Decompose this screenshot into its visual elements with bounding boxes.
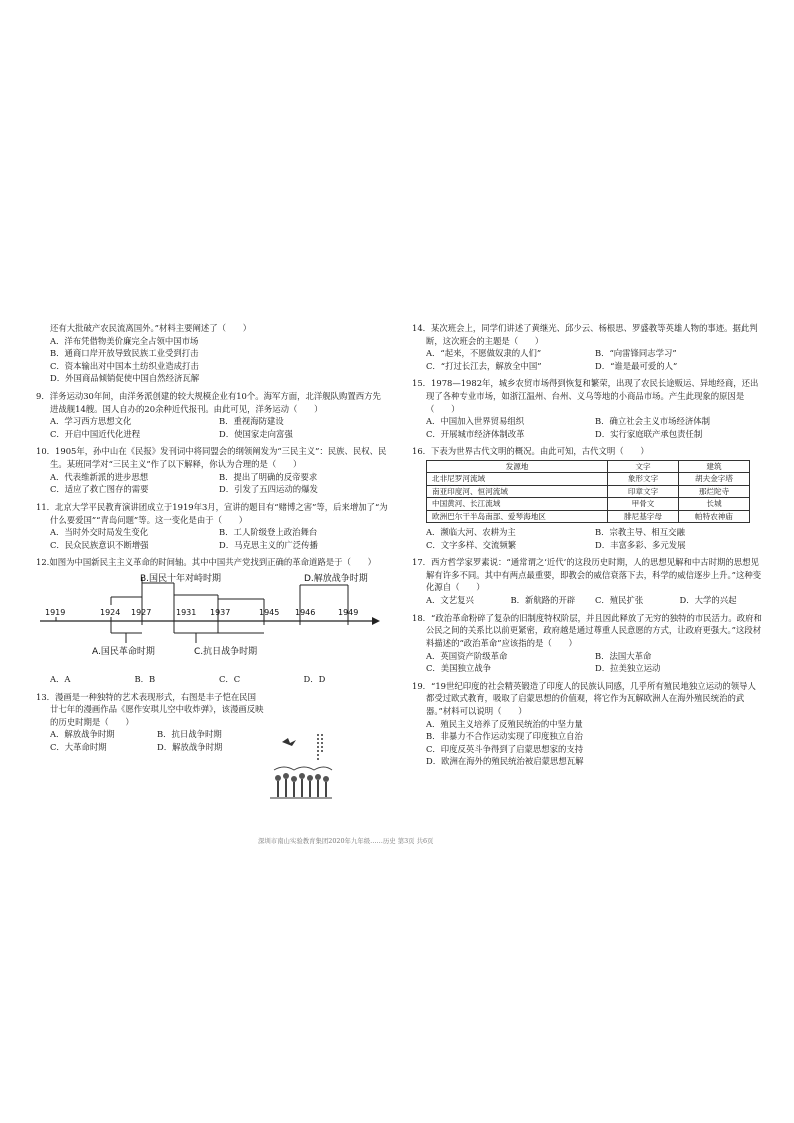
option-c: C．文字多样、交流频繁 [426, 539, 517, 550]
option-d: D．“谁是最可爱的人” [595, 360, 678, 371]
timeline-label-c: C.抗日战争时期 [194, 646, 258, 657]
timeline-label-b: B.国民十年对峙时期 [140, 573, 222, 584]
options [412, 718, 764, 768]
options [36, 471, 388, 496]
table-cell: 那烂陀寺 [679, 485, 750, 497]
question-stem: 13．漫画是一种独特的艺术表现形式，右图是丰子恺在民国廿七年的漫画作品《愿作安琪儿空中收炸弹》，该漫画反映的历史时期是（ ） [36, 691, 264, 727]
options [36, 728, 264, 753]
table-cell: 甲骨文 [608, 498, 679, 510]
option-d: D．解放战争时期 [157, 742, 223, 753]
table-header-cell: 文字 [608, 461, 679, 473]
option-b: B．新航路的开辟 [510, 595, 576, 606]
timeline-label-d: D.解放战争时期 [304, 573, 368, 584]
option-d: D．马克思主义的广泛传播 [219, 539, 318, 550]
option-b: B．通商口岸开放导致民族工业受到打击 [50, 348, 199, 359]
option-a: A．文艺复兴 [426, 595, 474, 606]
question-8-tail [36, 322, 388, 385]
year-1937: 1937 [210, 607, 231, 617]
question-14 [412, 322, 764, 372]
year-1924: 1924 [100, 607, 121, 617]
options [36, 335, 388, 385]
question-stem: 还有大批破产农民流离国外。”材料主要阐述了（ ） [50, 323, 252, 333]
option-d: D．引发了五四运动的爆发 [219, 484, 318, 495]
option-a: A．解放战争时期 [50, 729, 115, 740]
table-cell: 长城 [679, 498, 750, 510]
option-a: A．濒临大河、农耕为主 [426, 527, 516, 538]
year-1931: 1931 [176, 607, 197, 617]
question-stem: 18．“政治革命粉碎了复杂的旧制度特权阶层，并且因此释放了无穷的独特的市民活力。政府和公民之间的关系比以前更紧密，政府越是通过尊重人民意愿的方式，让政府更强大。”这段材料描述的“政治革命”应该指的是（ ） [412, 612, 762, 648]
question-stem: 9．洋务运动30年间，由洋务派创建的较大规模企业有10个。海军方面，北洋舰队购置西方先进战舰14艘。国人自办的20余种近代报刊。由此可见，洋务运动（ ） [36, 391, 381, 414]
option-c: C．殖民扩张 [595, 595, 644, 606]
option-d: D．实行家庭联产承包责任制 [595, 428, 703, 439]
option-a: A．“起来，不愿做奴隶的人们” [426, 348, 542, 359]
option-c: C．“打过长江去，解放全中国” [426, 360, 542, 371]
options [412, 526, 764, 551]
timeline-label-a: A.国民革命时期 [92, 646, 155, 657]
question-stem: 12.如图为中国新民主主义革命的时间轴。其中中国共产党找到正确的革命道路是于（ ） [36, 557, 376, 568]
option-a: A．洋布凭借物美价廉完全占领中国市场 [50, 335, 199, 346]
option-b: B．宗教主导、相互交融 [595, 527, 685, 538]
option-a: A．中国加入世界贸易组织 [426, 416, 525, 427]
table-cell: 印章文字 [608, 485, 679, 497]
option-d: D．外国商品倾销促使中国自然经济瓦解 [50, 373, 200, 384]
cartoon-illustration [264, 730, 338, 804]
option-c: C．美国独立战争 [426, 663, 492, 674]
option-c: C．C [219, 673, 241, 684]
options [36, 673, 388, 686]
year-1927: 1927 [131, 607, 152, 617]
question-10 [36, 445, 388, 495]
options [412, 415, 764, 440]
option-b: B．抗日战争时期 [157, 729, 222, 740]
left-column [36, 322, 388, 759]
option-d: D．大学的兴起 [679, 595, 737, 606]
question-11 [36, 501, 388, 551]
option-b: B．“向雷锋同志学习” [595, 348, 677, 359]
table-cell: 中国黄河、长江流域 [427, 498, 608, 510]
table-row [427, 485, 750, 497]
question-stem: 15．1978—1982年，城乡农贸市场得到恢复和繁荣，出现了农民长途贩运、异地经商，还出现了各种专业市场，如浙江温州、台州、义乌等地的小商品市场。产生此现象的原因是（ ） [412, 378, 759, 414]
option-d: D．拉美独立运动 [595, 663, 661, 674]
option-b: B．法国大革命 [595, 650, 652, 661]
option-c: C．开启中国近代化进程 [50, 428, 141, 439]
question-stem: 17．西方哲学家罗素说：“通常谓之‘近代’的这段历史时期，人的思想见解和中古时期的思想见解有许多不同。其中有两点最重要，即教会的威信衰落下去，科学的威信逐步上升。”这种变化源自（ ） [412, 557, 762, 593]
option-b: B．B [134, 673, 156, 684]
timeline-figure [36, 571, 388, 669]
option-b: B．非暴力不合作运动实现了印度独立自治 [426, 731, 583, 742]
question-19 [412, 680, 764, 768]
table-header-cell: 发源地 [427, 461, 608, 473]
table-cell: 欧洲巴尔干半岛南部、爱琴海地区 [427, 510, 608, 522]
question-16 [412, 445, 764, 551]
option-a: A．学习西方思想文化 [50, 416, 132, 427]
table-header-row [427, 461, 750, 473]
option-d: D．使国家走向富强 [219, 428, 293, 439]
table-row [427, 498, 750, 510]
option-d: D．丰富多彩、多元发展 [595, 539, 686, 550]
page-footer: 深圳市南山实验教育集团2020年九年级……历史 第3页 共6页 [258, 837, 434, 845]
option-a: A．殖民主义培养了反殖民统治的中坚力量 [426, 718, 583, 729]
options [36, 415, 388, 440]
table-cell: 帕特农神庙 [679, 510, 750, 522]
option-b: B．工人阶级登上政治舞台 [219, 527, 318, 538]
option-b: B．重视海防建设 [219, 416, 284, 427]
question-12 [36, 556, 388, 685]
options [412, 594, 764, 607]
civilization-table [426, 460, 750, 523]
option-d: D．欧洲在海外的殖民统治被启蒙思想瓦解 [426, 756, 584, 767]
year-1949: 1949 [338, 607, 359, 617]
question-stem: 16．下表为世界古代文明的概况。由此可知，古代文明（ ） [412, 446, 649, 457]
year-1945: 1945 [259, 607, 280, 617]
question-18 [412, 612, 764, 675]
question-9 [36, 390, 388, 440]
option-c: C．印度反英斗争得到了启蒙思想家的支持 [426, 743, 584, 754]
table-row [427, 510, 750, 522]
question-15 [412, 377, 764, 440]
option-c: C．民众民族意识不断增强 [50, 539, 149, 550]
option-b: B．确立社会主义市场经济体制 [595, 416, 711, 427]
option-c: C．适应了救亡图存的需要 [50, 484, 149, 495]
table-row [427, 473, 750, 485]
options [412, 347, 764, 372]
table-cell: 北非尼罗河流域 [427, 473, 608, 485]
option-b: B．提出了明确的反帝要求 [219, 471, 318, 482]
option-a: A．A [50, 673, 71, 684]
option-c: C．开展城市经济体制改革 [426, 428, 525, 439]
question-stem: 11．北京大学平民教育演讲团成立于1919年3月，宣讲的题目有“赌博之害”等，后来增加了“为什么要爱国”“青岛问题”等。这一变化是由于（ ） [36, 501, 388, 525]
option-a: A．代表维新派的进步思想 [50, 471, 149, 482]
question-17 [412, 556, 764, 606]
option-c: C．大革命时期 [50, 742, 107, 753]
question-stem: 19．“19世纪印度的社会精英锻造了印度人的民族认同感，几乎所有殖民地独立运动的领导人都受过欧式教育，吸取了启蒙思想的价值观，将它作为瓦解欧洲人在海外殖民统治的武器。”材料可以说明（ ） [412, 680, 756, 716]
table-cell: 南亚印度河、恒河流域 [427, 485, 608, 497]
right-column [412, 322, 764, 773]
table-cell: 腓尼基字母 [608, 510, 679, 522]
question-13 [36, 691, 264, 754]
options [36, 526, 388, 551]
table-header-cell: 建筑 [679, 461, 750, 473]
option-a: A．当时外交时局发生变化 [50, 527, 149, 538]
year-1946: 1946 [295, 607, 316, 617]
option-d: D．D [303, 673, 326, 684]
options [412, 650, 764, 675]
option-a: A．英国资产阶级革命 [426, 650, 508, 661]
year-1919: 1919 [45, 607, 66, 617]
option-c: C．资本输出对中国本土纺织业造成打击 [50, 360, 199, 371]
table-cell: 胡夫金字塔 [679, 473, 750, 485]
question-stem: 14．某次班会上，同学们讲述了黄继光、邱少云、杨根思、罗盛教等英雄人物的事迹。据此判断，这次班会的主题是（ ） [412, 323, 758, 346]
table-cell: 象形文字 [608, 473, 679, 485]
question-stem: 10．1905年，孙中山在《民报》发刊词中将同盟会的纲领阐发为“三民主义”：民族、民权、民生。某班同学对“三民主义”作了以下解释，你认为合理的是（ ） [36, 446, 387, 470]
